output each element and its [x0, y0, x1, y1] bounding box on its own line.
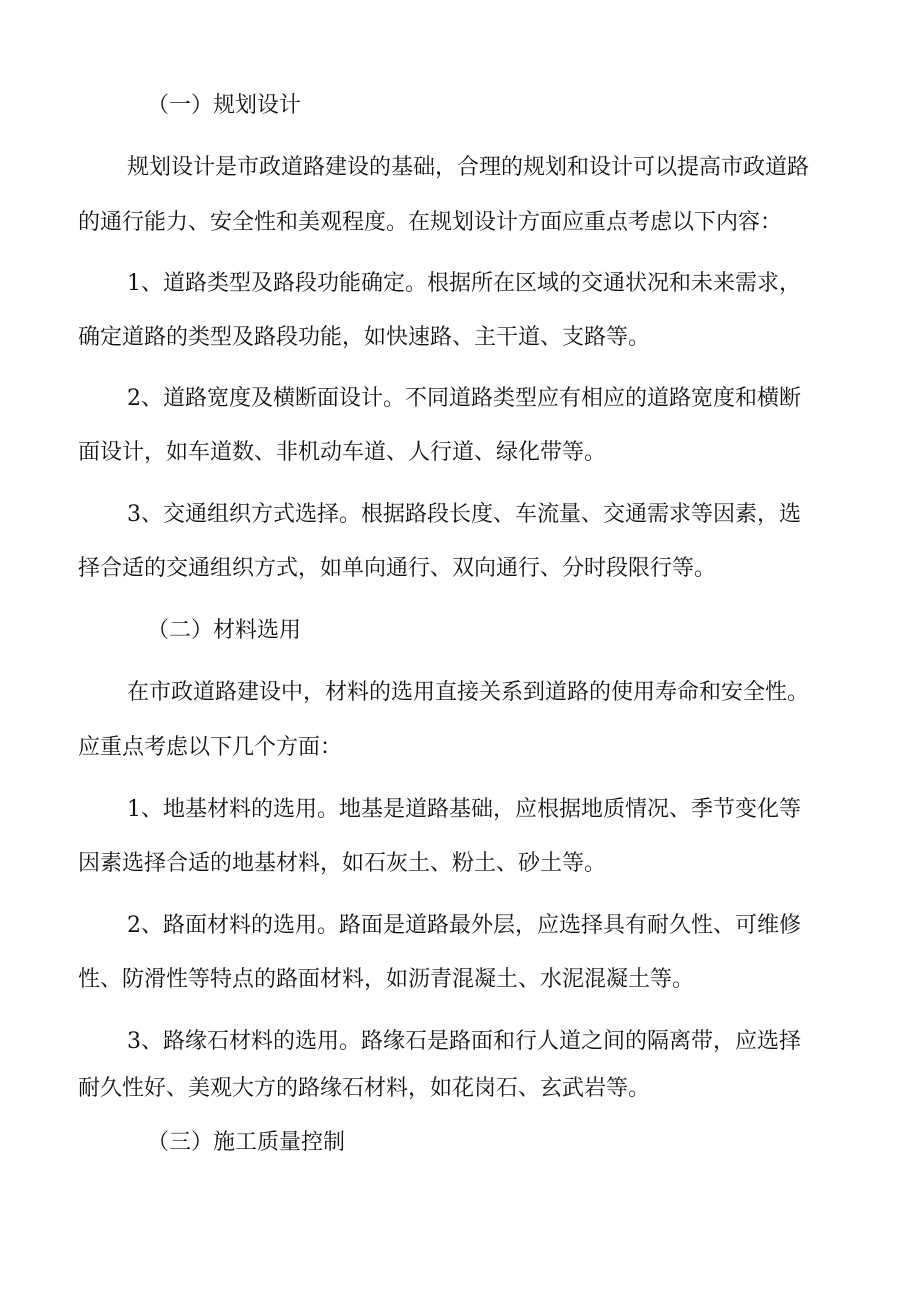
paragraph-line: 1、地基材料的选用。地基是道路基础，应根据地质情况、季节变化等 [127, 797, 801, 822]
paragraph-line: 2、路面材料的选用。路面是道路最外层，应选择具有耐久性、可维修 [127, 913, 801, 938]
paragraph-line: 确定道路的类型及路段功能，如快速路、主干道、支路等。 [78, 325, 651, 350]
paragraph-line: 择合适的交通组织方式，如单向通行、双向通行、分时段限行等。 [78, 556, 717, 581]
paragraph-line: 规划设计是市政道路建设的基础，合理的规划和设计可以提高市政道路 [127, 155, 810, 180]
paragraph-line: 面设计，如车道数、非机动车道、人行道、绿化带等。 [78, 440, 607, 465]
paragraph-line: 因素选择合适的地基材料，如石灰土、粉土、砂土等。 [78, 851, 607, 876]
paragraph-line: 的通行能力、安全性和美观程度。在规划设计方面应重点考虑以下内容： [78, 210, 783, 235]
paragraph-line: 3、路缘石材料的选用。路缘石是路面和行人道之间的隔离带，应选择 [127, 1029, 801, 1054]
paragraph-line: 耐久性好、美观大方的路缘石材料，如花岗石、玄武岩等。 [78, 1076, 651, 1101]
paragraph-line: 应重点考虑以下几个方面： [78, 735, 343, 760]
section-heading: （三）施工质量控制 [147, 1130, 346, 1155]
paragraph-line: 2、道路宽度及横断面设计。不同道路类型应有相应的道路宽度和横断 [127, 386, 801, 411]
section-heading: （一）规划设计 [147, 93, 302, 118]
section-heading: （二）材料选用 [147, 618, 302, 643]
paragraph-line: 在市政道路建设中，材料的选用直接关系到道路的使用寿命和安全性。 [127, 680, 810, 705]
paragraph-line: 3、交通组织方式选择。根据路段长度、车流量、交通需求等因素，选 [127, 502, 801, 527]
paragraph-line: 1、道路类型及路段功能确定。根据所在区域的交通状况和未来需求， [127, 271, 801, 296]
paragraph-line: 性、防滑性等特点的路面材料，如沥青混凝土、水泥混凝土等。 [78, 967, 695, 992]
